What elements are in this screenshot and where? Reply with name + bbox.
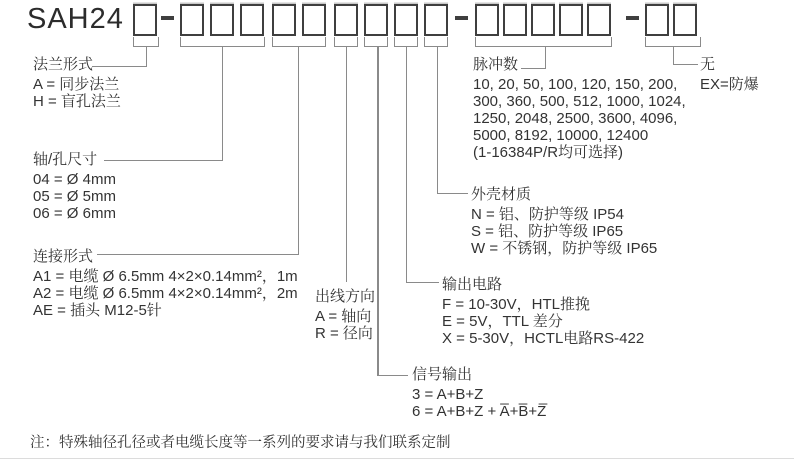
connector-line [437, 193, 468, 195]
group-bracket-connection [272, 37, 326, 47]
section-cable-direction [315, 288, 375, 342]
model-prefix: SAH24 [27, 3, 124, 35]
group-bracket-output-circuit [394, 37, 418, 47]
code-box-signal-output [364, 4, 388, 36]
housing-option: S = 铝、防护等级 IP65 [471, 223, 624, 240]
code-box-pulses-2 [503, 4, 527, 36]
section-pulses [473, 56, 686, 161]
code-box-flange [133, 4, 157, 36]
code-box-suffix-2 [673, 4, 697, 36]
code-box-shaft-3 [240, 4, 264, 36]
housing-option: N = 铝、防护等级 IP54 [471, 206, 624, 223]
connection-option: AE = 插头 M12-5针 [33, 302, 162, 319]
pulses-values-line: 10, 20, 50, 100, 120, 150, 200, [473, 76, 678, 93]
connector-line [298, 47, 300, 255]
section-signal-output [412, 366, 546, 420]
pulses-values-line: 300, 360, 500, 512, 1000, 1024, [473, 93, 686, 110]
signal-output-option: 3 = A+B+Z [412, 386, 484, 403]
connection-option: A1 = 电缆 Ø 6.5mm 4×2×0.14mm²，1m [33, 268, 298, 285]
code-box-cable-direction [334, 4, 358, 36]
section-housing-title: 外壳材质 [471, 186, 532, 203]
code-box-pulses-1 [475, 4, 499, 36]
group-bracket-cable-direction [334, 37, 358, 47]
footnote: 注：特殊轴径孔径或者电缆长度等一系列的要求请与我们联系定制 [30, 435, 451, 451]
section-flange-title: 法兰形式 [33, 56, 94, 73]
group-bracket-shaft [180, 37, 265, 47]
pulses-range-note: (1-16384P/R均可选择) [473, 144, 624, 161]
suffix-option: EX=防爆 [700, 76, 759, 93]
connector-line [406, 47, 408, 283]
code-box-pulses-4 [559, 4, 583, 36]
section-flange [33, 56, 121, 110]
shaft-option: 04 = Ø 4mm [33, 171, 116, 188]
code-box-suffix-1 [645, 4, 669, 36]
shaft-option: 06 = Ø 6mm [33, 205, 116, 222]
group-bracket-signal-output [364, 37, 388, 47]
cable-direction-option: A = 轴向 [315, 308, 372, 325]
connector-line [222, 47, 224, 161]
section-connection-title: 连接形式 [33, 248, 94, 265]
code-box-pulses-5 [587, 4, 611, 36]
signal-output-option: 6 = A+B+Z + A̅+B̅+Z̅ [412, 403, 547, 420]
housing-option: W = 不锈钢，防护等级 IP65 [471, 240, 658, 257]
section-signal-output-title: 信号输出 [412, 366, 473, 383]
code-box-connection-1 [272, 4, 296, 36]
connector-line [437, 47, 439, 194]
output-circuit-option: F = 10-30V，HTL推挽 [442, 296, 590, 313]
code-box-housing [424, 4, 448, 36]
shaft-option: 05 = Ø 5mm [33, 188, 116, 205]
connector-line [146, 47, 148, 67]
section-connection [33, 248, 298, 319]
group-bracket-suffix [645, 37, 701, 47]
section-pulses-title: 脉冲数 [473, 56, 519, 73]
code-box-shaft-1 [180, 4, 204, 36]
flange-option: A = 同步法兰 [33, 76, 120, 93]
section-suffix-title: 无 [700, 56, 716, 73]
section-shaft [33, 151, 116, 222]
section-suffix [700, 56, 759, 93]
cable-direction-option: R = 径向 [315, 325, 373, 342]
code-box-pulses-3 [531, 4, 555, 36]
separator-dash [161, 16, 174, 20]
group-bracket-flange [133, 37, 159, 47]
connector-line [346, 47, 348, 282]
connector-line [377, 375, 408, 377]
section-cable-direction-title: 出线方向 [315, 288, 376, 305]
output-circuit-option: X = 5-30V，HCTL电路RS-422 [442, 330, 645, 347]
connector-line [377, 47, 379, 376]
flange-option: H = 盲孔法兰 [33, 93, 121, 110]
pulses-values-line: 1250, 2048, 2500, 3600, 4096, [473, 110, 678, 127]
group-bracket-pulses [475, 37, 612, 47]
section-housing [471, 186, 657, 257]
section-output-circuit-title: 输出电路 [442, 276, 503, 293]
separator-dash [455, 16, 468, 20]
connector-line [406, 282, 439, 284]
connection-option: A2 = 电缆 Ø 6.5mm 4×2×0.14mm²，2m [33, 285, 298, 302]
group-bracket-housing [424, 37, 448, 47]
connector-line [104, 160, 223, 162]
separator-dash [626, 16, 639, 20]
section-output-circuit [442, 276, 644, 347]
section-shaft-title: 轴/孔尺寸 [33, 151, 98, 168]
pulses-values-line: 5000, 8192, 10000, 12400 [473, 127, 649, 144]
code-box-connection-2 [302, 4, 326, 36]
code-box-shaft-2 [210, 4, 234, 36]
output-circuit-option: E = 5V，TTL 差分 [442, 313, 563, 330]
code-box-output-circuit [394, 4, 418, 36]
bottom-divider [0, 458, 794, 459]
